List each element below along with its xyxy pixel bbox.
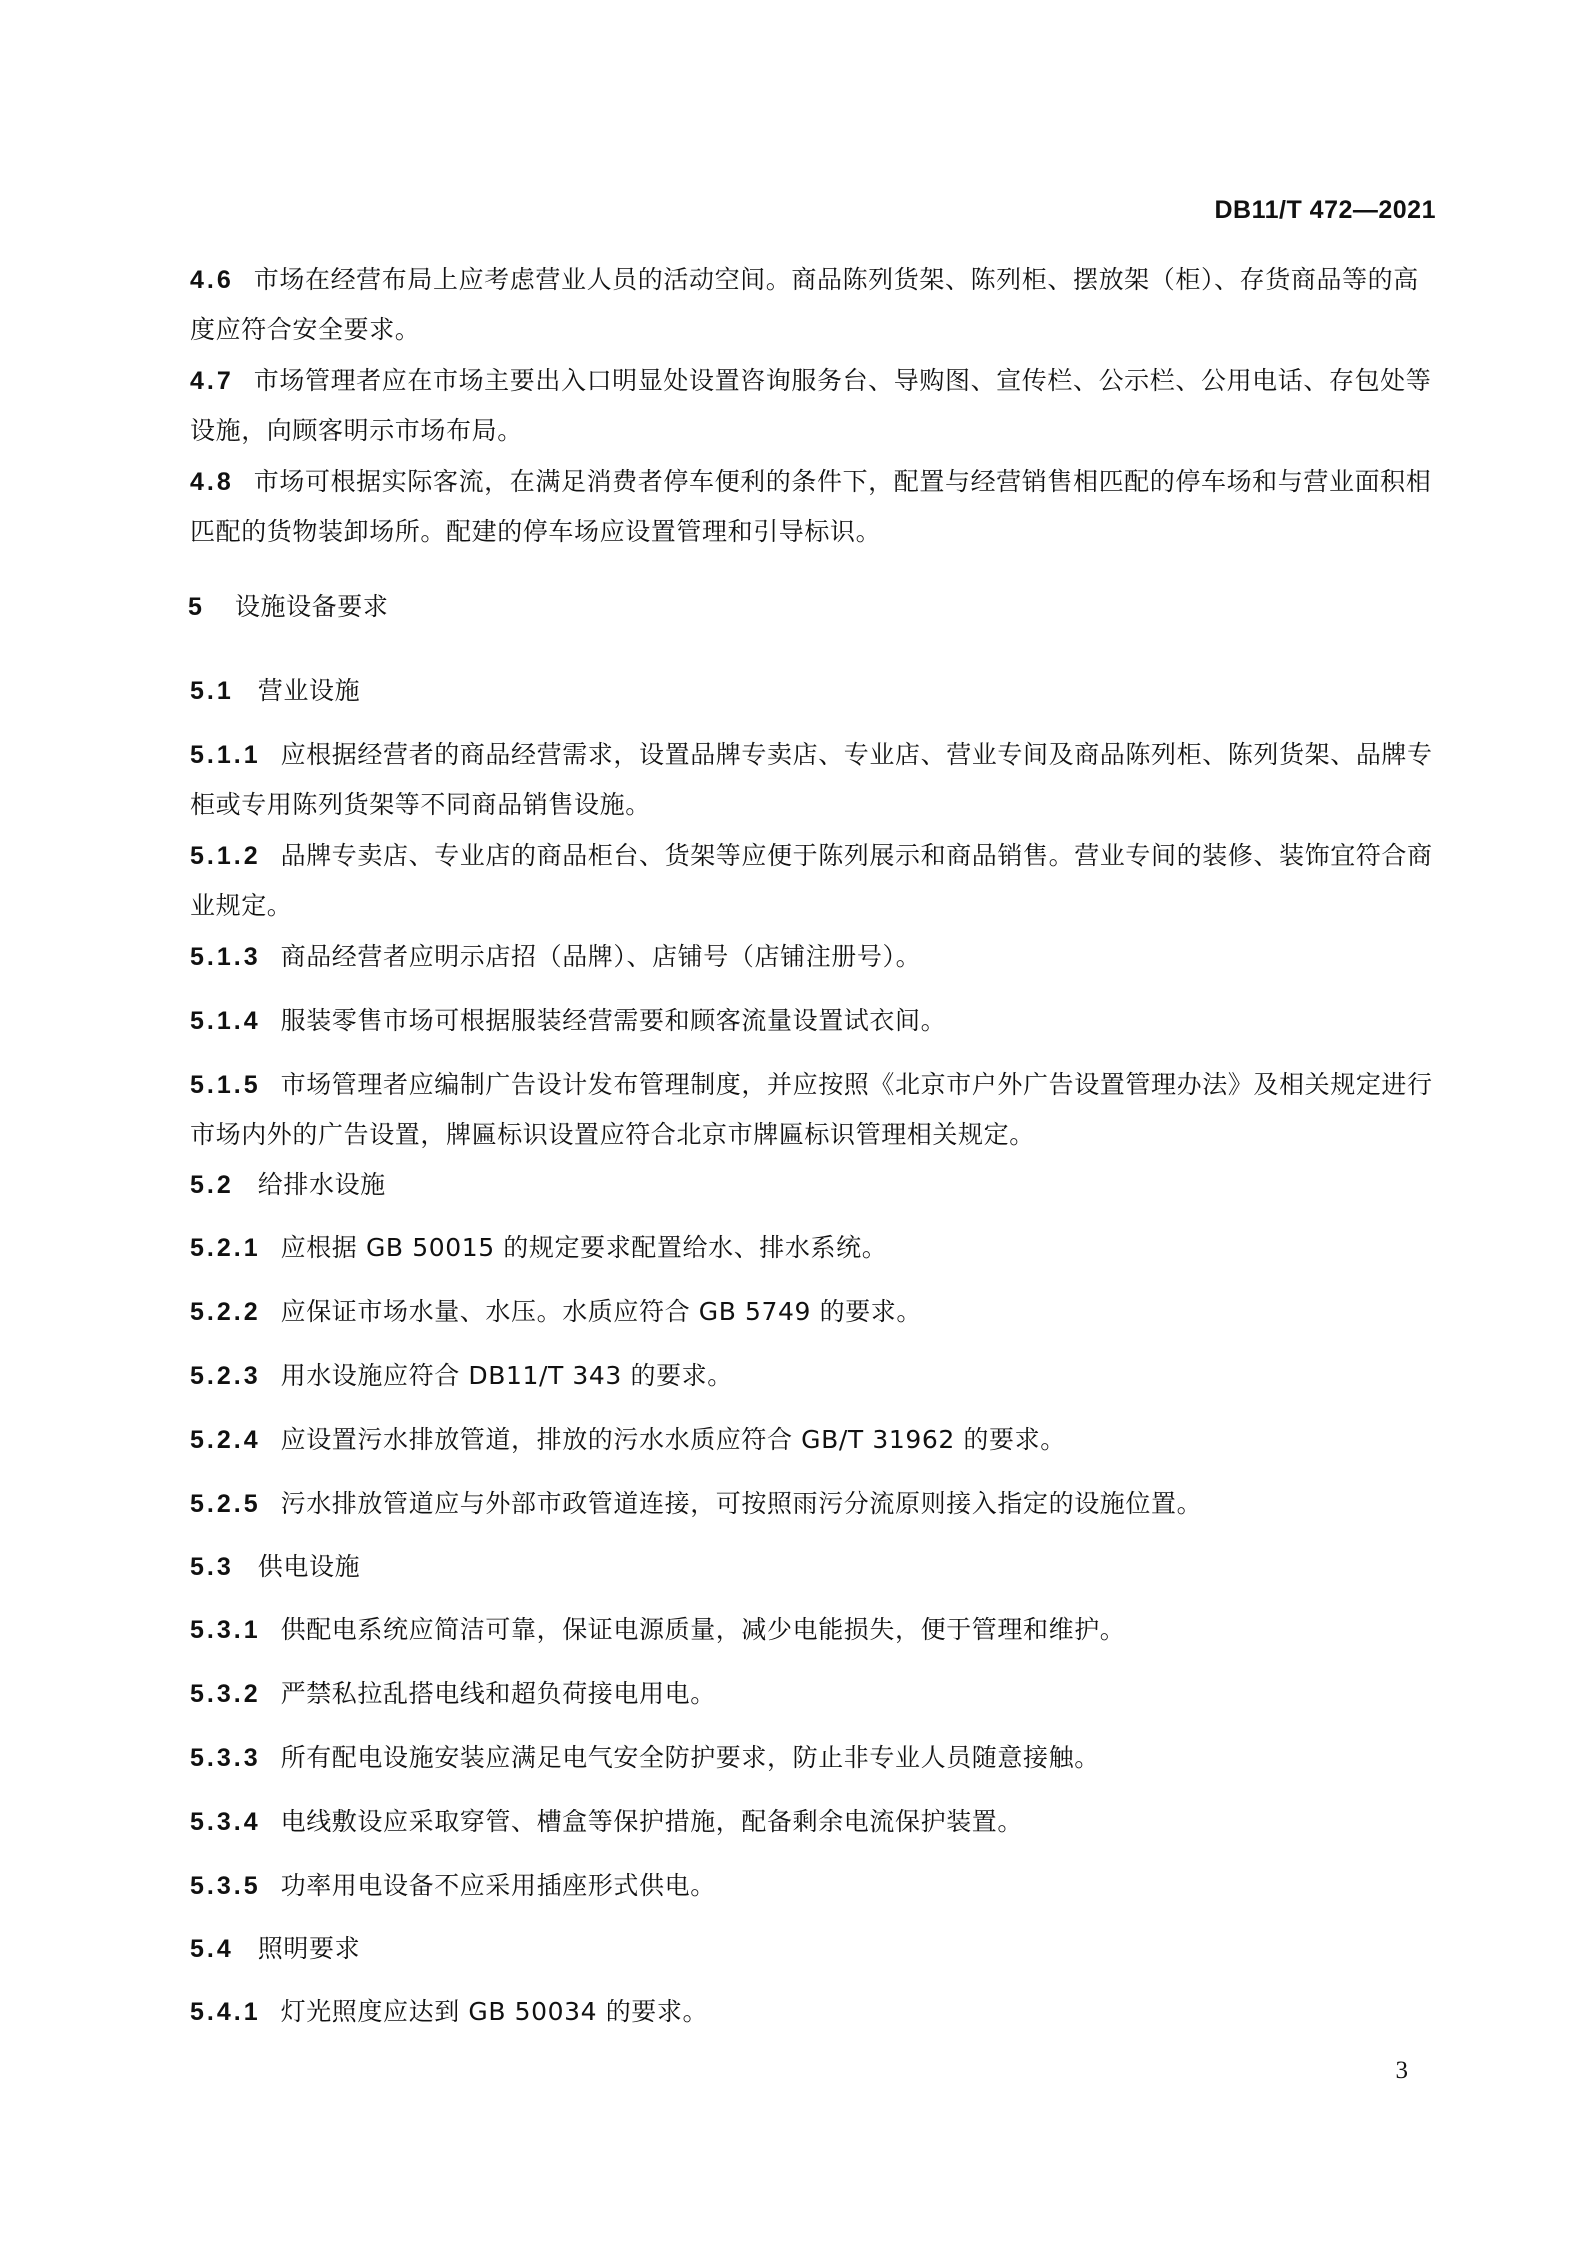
clause-number: 5.4.1 (190, 1998, 261, 2026)
clause-5-4-1 (190, 1987, 708, 2037)
clause-text: 市场在经营布局上应考虑营业人员的活动空间。商品陈列货架、陈列柜、摆放架（柜）、存货商品等的高度应符合安全要求。 (190, 265, 1419, 344)
subsection-heading-5-1 (190, 666, 360, 716)
clause-number: 4.6 (190, 266, 234, 294)
clause-number: 5.1.3 (190, 943, 261, 971)
clause-number: 5.2.3 (190, 1362, 261, 1390)
clause-5-3-5 (190, 1861, 716, 1911)
clause-number: 5.3.1 (190, 1616, 261, 1644)
clause-text: 市场可根据实际客流，在满足消费者停车便利的条件下，配置与经营销售相匹配的停车场和与营业面积相匹配的货物装卸场所。配建的停车场应设置管理和引导标识。 (190, 467, 1432, 546)
clause-text: 品牌专卖店、专业店的商品柜台、货架等应便于陈列展示和商品销售。营业专间的装修、装饰宜符合商业规定。 (190, 841, 1433, 920)
page-number: 3 (1395, 2057, 1408, 2084)
clause-5-3-3 (190, 1733, 1100, 1783)
clause-5-1-2 (190, 831, 1435, 930)
clause-text: 应保证市场水量、水压。水质应符合 GB 5749 的要求。 (280, 1297, 922, 1326)
clause-5-2-5 (190, 1479, 1202, 1529)
clause-text: 商品经营者应明示店招（品牌）、店铺号（店铺注册号）。 (280, 942, 922, 971)
subsection-heading-5-2 (190, 1160, 386, 1210)
clause-text: 供配电系统应简洁可靠，保证电源质量，减少电能损失，便于管理和维护。 (280, 1615, 1126, 1644)
clause-text: 所有配电设施安装应满足电气安全防护要求，防止非专业人员随意接触。 (280, 1743, 1100, 1772)
clause-number: 5.1.2 (190, 842, 261, 870)
clause-5-2-4 (190, 1415, 1066, 1465)
clause-4-8 (190, 457, 1435, 556)
subsection-number: 5.1 (190, 677, 234, 705)
subsection-number: 5.2 (190, 1171, 234, 1199)
clause-number: 5.2.1 (190, 1234, 261, 1262)
clause-5-1-3 (190, 932, 921, 982)
clause-number: 5.3.5 (190, 1872, 261, 1900)
clause-5-3-2 (190, 1669, 716, 1719)
clause-5-1-1 (190, 730, 1435, 829)
clause-number: 5.2.2 (190, 1298, 261, 1326)
clause-number: 5.2.5 (190, 1490, 261, 1518)
clause-4-7 (190, 356, 1435, 455)
clause-number: 5.3.4 (190, 1808, 261, 1836)
subsection-heading-5-3 (190, 1542, 360, 1592)
clause-text: 应设置污水排放管道，排放的污水水质应符合 GB/T 31962 的要求。 (280, 1425, 1066, 1454)
subsection-title: 营业设施 (257, 676, 361, 705)
clause-text: 电线敷设应采取穿管、槽盒等保护措施，配备剩余电流保护装置。 (280, 1807, 1024, 1836)
section-heading-5 (188, 582, 389, 632)
clause-5-2-1 (190, 1223, 887, 1273)
subsection-title: 给排水设施 (257, 1170, 386, 1199)
clause-number: 4.7 (190, 367, 234, 395)
clause-text: 污水排放管道应与外部市政管道连接，可按照雨污分流原则接入指定的设施位置。 (280, 1489, 1203, 1518)
clause-text: 功率用电设备不应采用插座形式供电。 (280, 1871, 716, 1900)
clause-5-2-3 (190, 1351, 733, 1401)
section-title: 设施设备要求 (234, 592, 389, 621)
section-number: 5 (188, 593, 205, 621)
clause-5-1-4 (190, 996, 946, 1046)
clause-text: 严禁私拉乱搭电线和超负荷接电用电。 (280, 1679, 716, 1708)
clause-text: 应根据 GB 50015 的规定要求配置给水、排水系统。 (280, 1233, 888, 1262)
clause-text: 服装零售市场可根据服装经营需要和顾客流量设置试衣间。 (280, 1006, 947, 1035)
subsection-number: 5.3 (190, 1553, 234, 1581)
document-code: DB11/T 472—2021 (1214, 196, 1436, 224)
subsection-title: 照明要求 (257, 1934, 361, 1963)
subsection-number: 5.4 (190, 1935, 234, 1963)
subsection-heading-5-4 (190, 1924, 360, 1974)
clause-number: 5.2.4 (190, 1426, 261, 1454)
clause-4-6 (190, 255, 1435, 354)
clause-5-2-2 (190, 1287, 922, 1337)
clause-number: 5.1.1 (190, 741, 261, 769)
clause-number: 4.8 (190, 468, 234, 496)
clause-number: 5.3.3 (190, 1744, 261, 1772)
clause-5-3-4 (190, 1797, 1023, 1847)
clause-text: 市场管理者应在市场主要出入口明显处设置咨询服务台、导购图、宣传栏、公示栏、公用电话、存包处等设施，向顾客明示市场布局。 (190, 366, 1432, 445)
clause-text: 应根据经营者的商品经营需求，设置品牌专卖店、专业店、营业专间及商品陈列柜、陈列货架、品牌专柜或专用陈列货架等不同商品销售设施。 (190, 740, 1433, 819)
clause-number: 5.1.4 (190, 1007, 261, 1035)
clause-text: 用水设施应符合 DB11/T 343 的要求。 (280, 1361, 733, 1390)
clause-5-1-5 (190, 1060, 1435, 1159)
clause-number: 5.1.5 (190, 1071, 261, 1099)
clause-number: 5.3.2 (190, 1680, 261, 1708)
clause-text: 灯光照度应达到 GB 50034 的要求。 (280, 1997, 709, 2026)
clause-5-3-1 (190, 1605, 1125, 1655)
clause-text: 市场管理者应编制广告设计发布管理制度，并应按照《北京市户外广告设置管理办法》及相关规定进行市场内外的广告设置，牌匾标识设置应符合北京市牌匾标识管理相关规定。 (190, 1070, 1433, 1149)
subsection-title: 供电设施 (257, 1552, 361, 1581)
